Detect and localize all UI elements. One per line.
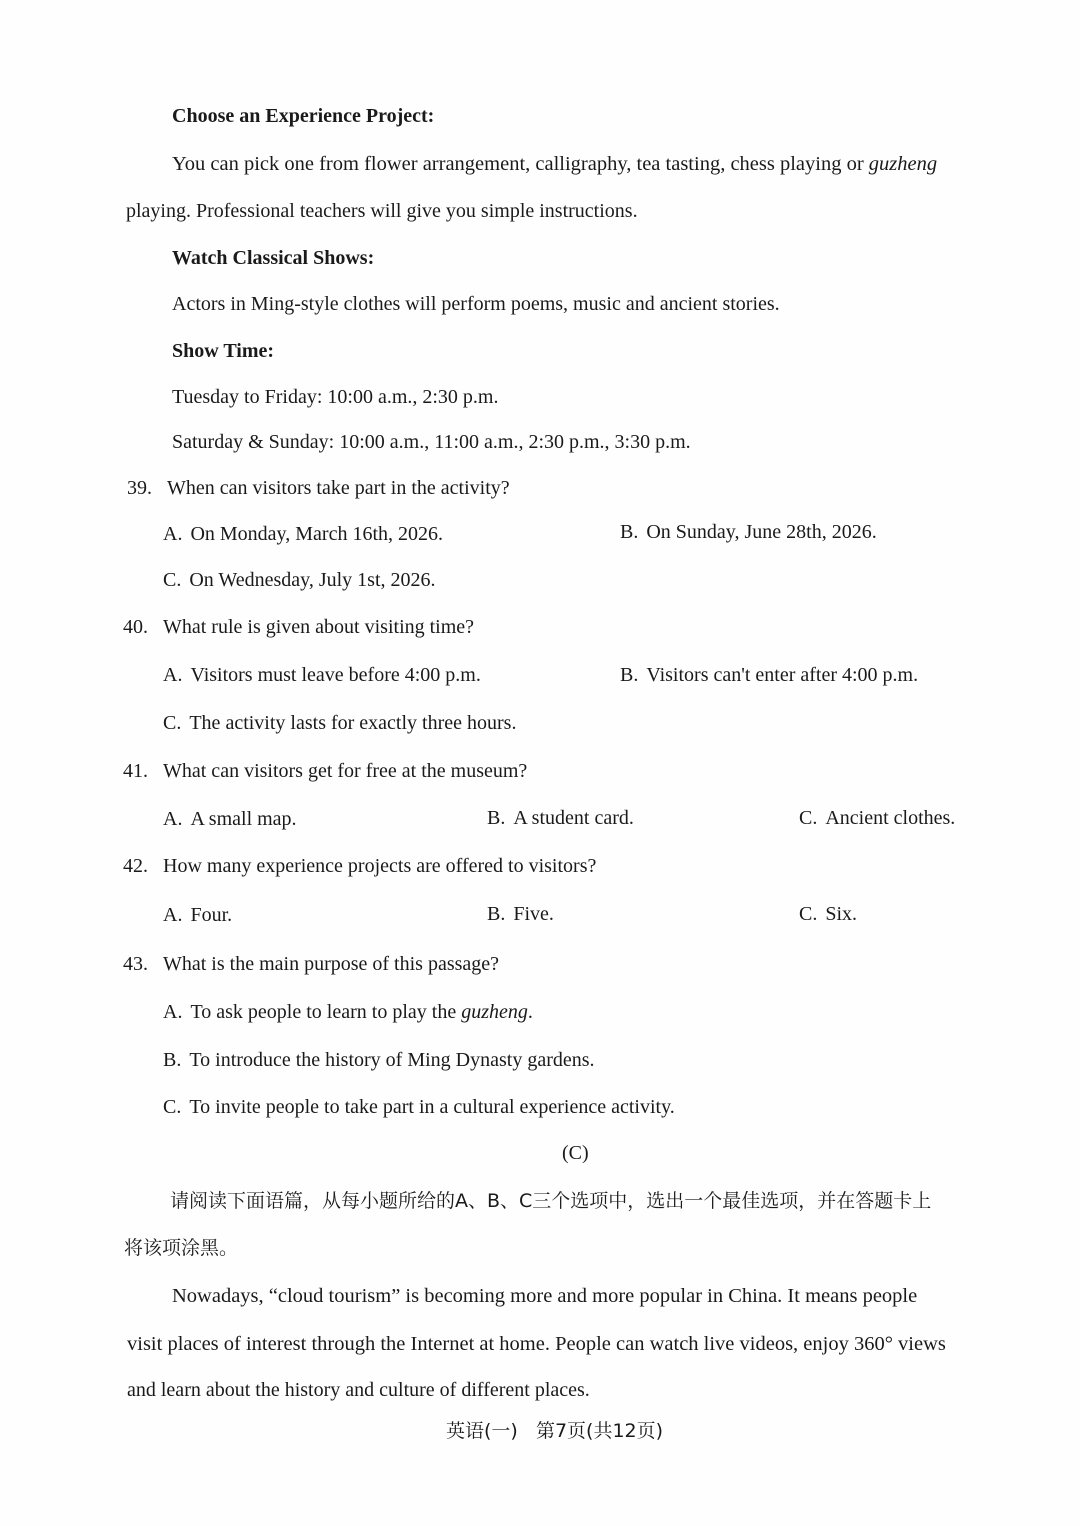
option-letter: B. xyxy=(487,807,506,829)
option-letter: C. xyxy=(799,903,818,925)
question-text: What is the main purpose of this passage? xyxy=(163,953,500,975)
question-text: When can visitors take part in the activity? xyxy=(167,477,510,499)
experience-text-2: playing. Professional teachers will give you simple instructions. xyxy=(126,200,638,222)
option-text: A student card. xyxy=(513,807,634,829)
question-number: 42. xyxy=(123,855,148,877)
question-42-option-a[interactable] xyxy=(163,901,232,929)
shows-text: Actors in Ming-style clothes will perform poems, music and ancient stories. xyxy=(172,293,780,315)
time-heading: Show Time: xyxy=(172,340,275,362)
section-c-passage-3: and learn about the history and culture of different places. xyxy=(127,1379,590,1401)
section-c-passage-1: Nowadays, “cloud tourism” is becoming more and more popular in China. It means people xyxy=(172,1285,918,1307)
time-weekend: Saturday & Sunday: 10:00 a.m., 11:00 a.m., 2:30 p.m., 3:30 p.m. xyxy=(172,431,691,453)
option-letter: C. xyxy=(163,712,182,734)
question-text: What rule is given about visiting time? xyxy=(163,616,475,638)
section-c-label: (C) xyxy=(562,1142,589,1164)
option-letter: B. xyxy=(620,521,639,543)
option-text: The activity lasts for exactly three hours. xyxy=(189,712,517,734)
question-40-stem xyxy=(123,613,474,641)
section-c-instruction-1: 请阅读下面语篇，从每小题所给的A、B、C三个选项中，选出一个最佳选项，并在答题卡上 xyxy=(170,1190,932,1212)
question-text: What can visitors get for free at the museum? xyxy=(163,760,528,782)
option-text: On Sunday, June 28th, 2026. xyxy=(646,521,877,543)
option-text: To introduce the history of Ming Dynasty gardens. xyxy=(189,1049,595,1071)
option-text: Six. xyxy=(825,903,858,925)
question-41-option-c[interactable] xyxy=(799,804,955,832)
question-43-stem xyxy=(123,950,499,978)
experience-heading: Choose an Experience Project: xyxy=(172,105,435,127)
question-42-stem xyxy=(123,852,596,880)
option-text: To ask people to learn to play the xyxy=(190,1001,457,1023)
option-letter: C. xyxy=(799,807,818,829)
question-40-option-a[interactable] xyxy=(163,661,481,689)
question-43-option-c[interactable] xyxy=(163,1093,675,1121)
option-text: A small map. xyxy=(190,808,297,830)
experience-text-1-italic: guzheng xyxy=(868,153,938,175)
question-40-option-b[interactable] xyxy=(620,661,918,689)
question-43-option-a[interactable] xyxy=(163,998,533,1026)
question-39-option-c[interactable] xyxy=(163,566,436,594)
section-c-passage-2: visit places of interest through the Internet at home. People can watch live videos, enjoy 360° views xyxy=(127,1333,946,1355)
page-footer: 英语(一) 第7页(共12页) xyxy=(446,1420,664,1442)
option-text: To invite people to take part in a cultural experience activity. xyxy=(189,1096,675,1118)
option-text: Ancient clothes. xyxy=(825,807,956,829)
question-number: 40. xyxy=(123,616,148,638)
option-letter: B. xyxy=(487,903,506,925)
question-41-option-b[interactable] xyxy=(487,804,634,832)
option-text: Visitors can't enter after 4:00 p.m. xyxy=(646,664,919,686)
option-letter: A. xyxy=(163,904,183,926)
question-number: 43. xyxy=(123,953,148,975)
option-text-tail: . xyxy=(527,1001,533,1023)
option-letter: A. xyxy=(163,808,183,830)
option-text: Visitors must leave before 4:00 p.m. xyxy=(190,664,481,686)
question-text: How many experience projects are offered to visitors? xyxy=(163,855,597,877)
question-41-option-a[interactable] xyxy=(163,805,297,833)
option-letter: A. xyxy=(163,523,183,545)
experience-text-line-1 xyxy=(172,150,937,178)
option-letter: C. xyxy=(163,1096,182,1118)
option-letter: B. xyxy=(163,1049,182,1071)
option-letter: A. xyxy=(163,664,183,686)
question-41-stem xyxy=(123,757,527,785)
section-c-instruction-2: 将该项涂黑。 xyxy=(124,1237,239,1259)
experience-text-1: You can pick one from flower arrangement, calligraphy, tea tasting, chess playing or xyxy=(172,153,864,175)
question-39-stem xyxy=(127,474,510,502)
option-text: On Wednesday, July 1st, 2026. xyxy=(189,569,436,591)
question-number: 41. xyxy=(123,760,148,782)
option-text-italic: guzheng xyxy=(461,1001,528,1023)
question-43-option-b[interactable] xyxy=(163,1046,595,1074)
question-42-option-b[interactable] xyxy=(487,900,554,928)
question-40-option-c[interactable] xyxy=(163,709,516,737)
option-letter: B. xyxy=(620,664,639,686)
question-39-option-a[interactable] xyxy=(163,520,443,548)
question-number: 39. xyxy=(127,477,152,499)
shows-heading: Watch Classical Shows: xyxy=(172,247,375,269)
option-text: On Monday, March 16th, 2026. xyxy=(190,523,444,545)
question-39-option-b[interactable] xyxy=(620,518,877,546)
option-text: Five. xyxy=(513,903,554,925)
option-letter: C. xyxy=(163,569,182,591)
time-weekday: Tuesday to Friday: 10:00 a.m., 2:30 p.m. xyxy=(172,386,499,408)
option-letter: A. xyxy=(163,1001,183,1023)
question-42-option-c[interactable] xyxy=(799,900,857,928)
option-text: Four. xyxy=(190,904,233,926)
